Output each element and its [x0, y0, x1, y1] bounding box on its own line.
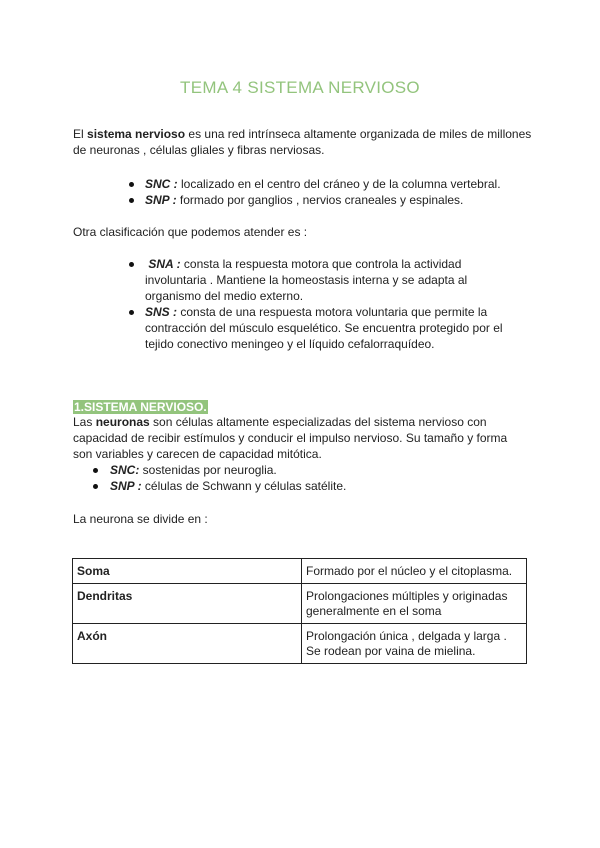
bullet-icon — [129, 182, 134, 187]
bullet-icon — [93, 484, 98, 489]
neuron-list — [110, 462, 510, 494]
table-row — [73, 559, 527, 584]
bullet-icon — [129, 310, 134, 315]
table-cell-part: Soma — [73, 559, 302, 584]
bullet-icon — [129, 262, 134, 267]
classification-text: Otra clasificación que podemos atender es : — [73, 225, 308, 239]
nervous-system-list — [145, 176, 545, 208]
list-item: SNP : células de Schwann y células satélite. — [110, 478, 510, 494]
table-row — [73, 624, 527, 664]
list-item: SNP : formado por ganglios , nervios craneales y espinales. — [145, 192, 545, 208]
classification-list — [145, 256, 520, 352]
list-item: SNS : consta de una respuesta motora voluntaria que permite la contracción del músculo esquelético. Se encuentra protegido por el tejido conectivo meningeo y el líquido cefalorraquídeo. — [145, 304, 520, 352]
neurons-term: neuronas — [95, 415, 150, 429]
table-cell-desc: Prolongaciones múltiples y originadas generalmente en el soma — [302, 584, 527, 624]
table-cell-desc: Prolongación única , delgada y larga . Se rodean por vaina de mielina. — [302, 624, 527, 664]
table-row — [73, 584, 527, 624]
table-cell-desc: Formado por el núcleo y el citoplasma. — [302, 559, 527, 584]
table-cell-part: Axón — [73, 624, 302, 664]
bullet-icon — [129, 198, 134, 203]
neuron-parts-table — [72, 558, 527, 664]
list-item: SNA : consta la respuesta motora que controla la actividad involuntaria . Mantiene la homeostasis interna y se adapta al organismo del medio externo. — [145, 256, 520, 304]
divide-text: La neurona se divide en : — [73, 512, 208, 526]
list-item: SNC : localizado en el centro del cráneo y de la columna vertebral. — [145, 176, 545, 192]
neurons-paragraph: Las neuronas son células altamente especializadas del sistema nervioso con capacidad de recibir estímulos y conducir el impulso nervioso. Su tamaño y forma son variables y carecen de capacidad mitótica. — [73, 415, 508, 461]
section-heading: 1.SISTEMA NERVIOSO. — [74, 400, 207, 414]
intro-term: sistema nervioso — [87, 127, 186, 141]
table-cell-part: Dendritas — [73, 584, 302, 624]
intro-paragraph: El sistema nervioso es una red intrínseca altamente organizada de miles de millones de neuronas , células gliales y fibras nerviosas. — [73, 127, 532, 157]
page-title: TEMA 4 SISTEMA NERVIOSO — [180, 78, 420, 97]
list-item: SNC: sostenidas por neuroglia. — [110, 462, 510, 478]
bullet-icon — [93, 468, 98, 473]
